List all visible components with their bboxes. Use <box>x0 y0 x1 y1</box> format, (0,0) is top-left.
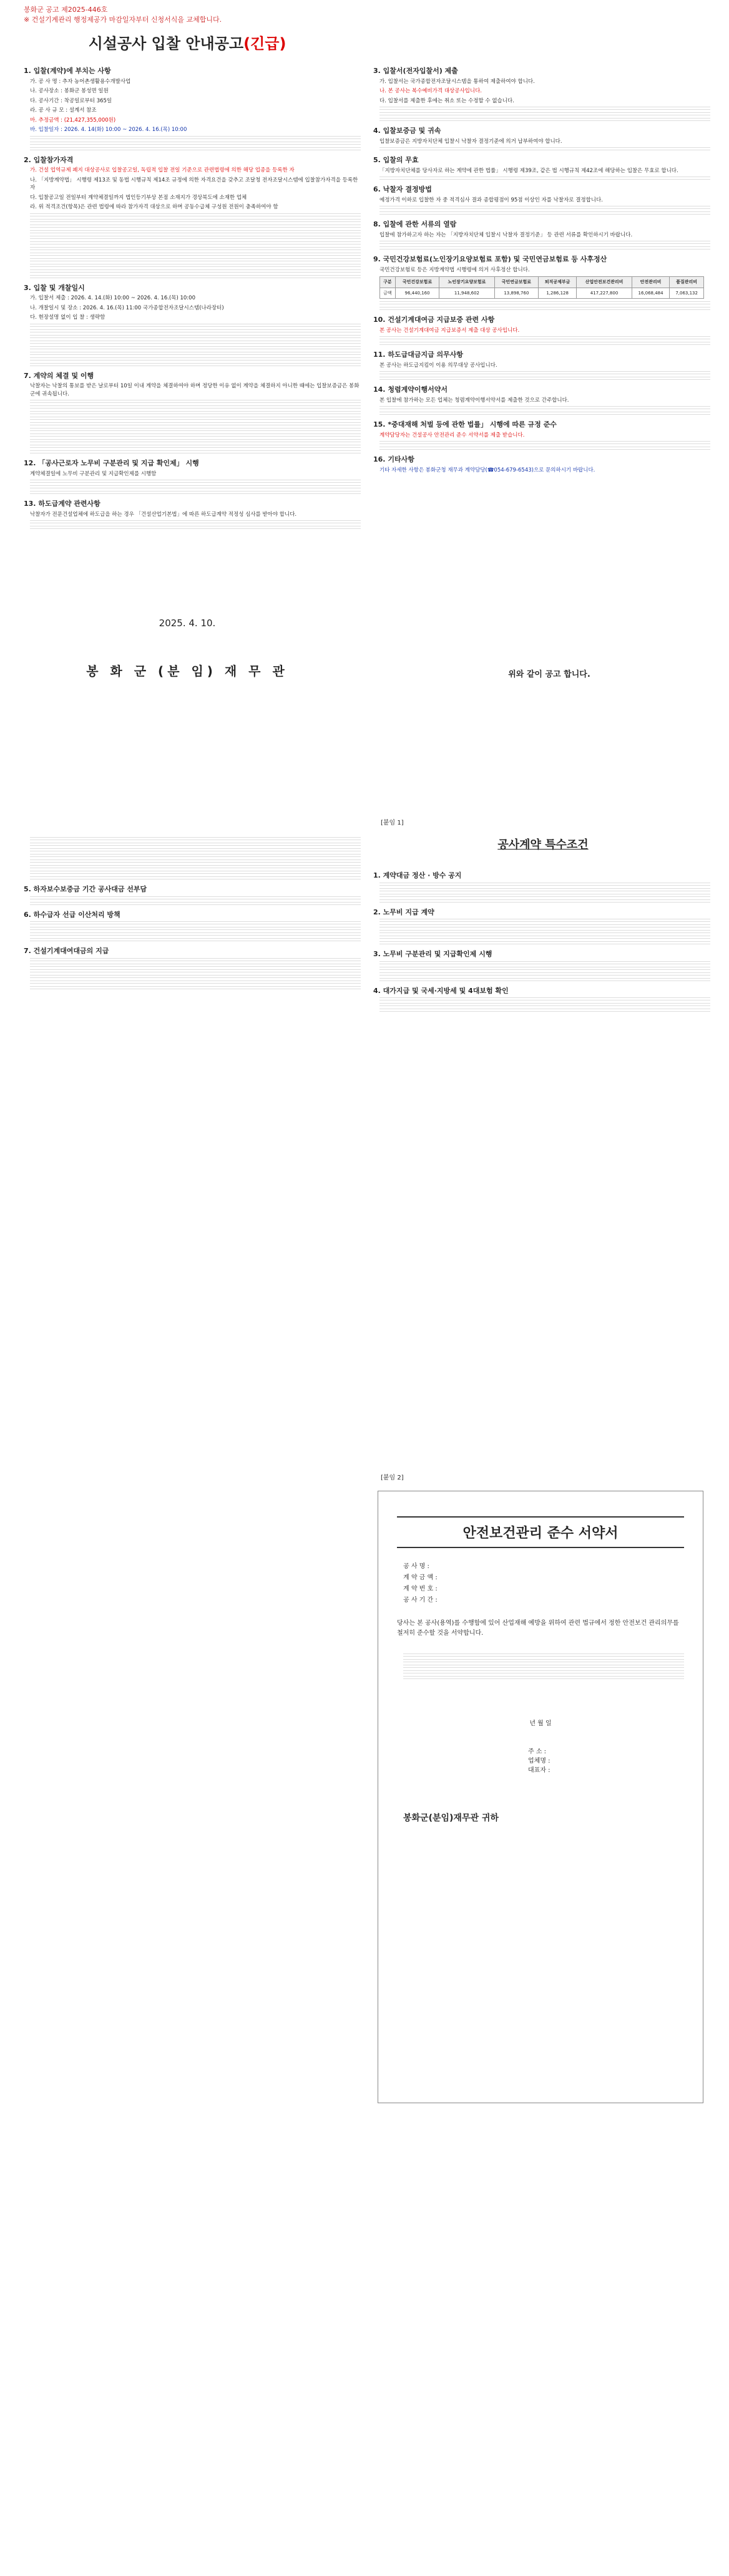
section-heading: 2. 입찰참가자격 <box>24 155 74 164</box>
recipient: 봉화군(분임)재무관 귀하 <box>403 1813 499 1823</box>
fee-table: 구분 국민건강보험료 노인장기요양보험료 국민연금보험료 퇴직공제부금 산업안전보건관리비 안전관리비 품질관리비 금액 96,440,160 11,948,602 13,898,760 1,286,128 417,227,800 16,068,484 7,063,132 <box>379 276 704 299</box>
section-heading: 9. 국민건강보험료(노인장기요양보험료 포함) 및 국민연금보험료 등 사후정산 <box>373 255 607 263</box>
page-title: 시설공사 입찰 안내공고(긴급) <box>88 35 286 52</box>
right-column: 3. 입찰서(전자입찰서) 제출 가. 입찰서는 국가종합전자조달시스템을 통하여 제출하여야 합니다. 나. 본 공사는 복수예비가격 대상공사입니다. 다. 입찰서를 제출한 후에는 취소 또는 수정할 수 없습니다. 4. 입찰보증금 및 귀속 입찰보증금은 지방자치단체 입찰시 낙찰자 결정기준에 의거 납부하여야 합니다. 5. 입찰의 무효 「지방자치단체를 당사자로 하는 계약에 관한 법률」 시행령 제39조, 같은 법 시행규칙 제42조에 해당하는 입찰은 무효로 합니다. 6. 낙찰자 결정방법 예정가격 이하로 입찰한 자 중 적격심사 결과 종합평점이 95점 이상인 자를 낙찰자로 결정합니다. 8. 입찰에 관한 서류의 열람 입찰에 참가하고자 하는 자는 「지방자치단체 입찰시 낙찰자 결정기준」 등 관련 서류를 확인하시기 바랍니다. 9. 국민건강보험료(노인장기요양보험료 포함) 및 국민연금보험료 등 사후정산 국민건강보험료 등은 지방계약법 시행령에 의거 사후정산 합니다. 구분 국민건강보험료 노인장기요양보험료 국민연금보험료 퇴직공제부금 산업안전보건관리비 안전관리비 품질관리비 금액 96,440,160 11,948,602 13,898,760 1,286,128 417,227,800 16,068,484 7,063,132 10. 건설기계대여금 지급보증 관련 사항 본 공사는 건설기계대여금 지급보증서 제출 대상 공사입니다. 11. 하도급대금지급 의무사항 본 공사는 하도급지킴이 이용 의무대상 공사입니다. 14. 청렴계약이행서약서 본 입찰에 참가하는 모든 업체는 청렴계약이행서약서를 제출한 것으로 간주합니다. 15. *중대재해 처벌 등에 관한 법률」 시행에 따른 규정 준수 계약담당자는 건설공사 안전관리 준수 서약서를 제출 받습니다. 16. 기타사항 기타 자세한 사항은 봉화군청 재무과 계약담당(☎054-679-6543)으로 문의하시기 바랍니다. <box>373 62 710 476</box>
section-heading: 13. 하도급계약 관련사항 <box>24 500 100 508</box>
safety-pledge-page <box>12 1466 717 2576</box>
section-heading: 12. 「공사근로자 노무비 구분관리 및 지급 확인제」 시행 <box>24 459 199 467</box>
attachment-tag: [붙임 1] <box>381 820 404 826</box>
pledge-text: 당사는 본 공사(용역)를 수행함에 있어 산업재해 예방을 위하여 관련 법규에서 정한 안전보건 관리의무를 철저히 준수할 것을 서약합니다. <box>397 1620 679 1637</box>
special-conditions-page <box>12 811 717 1460</box>
section-heading: 15. *중대재해 처벌 등에 관한 법률」 시행에 따른 규정 준수 <box>373 420 557 429</box>
pledge-box: 안전보건관리 준수 서약서 공 사 명 : 계 약 금 액 : 계 약 번 호 : 공 사 기 간 : 당사는 본 공사(용역)를 수행함에 있어 산업재해 예방을 위하여 관련 법규에서 정한 안전보건 관리의무를 철저히 준수할 것을 서약합니다. 년 월 일 주 소 : 업체명 : 대표자 : 봉화군(분임)재무관 귀하 <box>378 1491 703 2103</box>
closing-text: 위와 같이 공고 합니다. <box>508 670 590 679</box>
sign-date: 년 월 일 <box>529 1720 552 1727</box>
section-heading: 11. 하도급대금지급 의무사항 <box>373 351 464 359</box>
section-heading: 14. 청렴계약이행서약서 <box>373 385 448 394</box>
section-heading: 6. 낙찰자 결정방법 <box>373 185 432 193</box>
table-row: 금액 96,440,160 11,948,602 13,898,760 1,286,128 417,227,800 16,068,484 7,063,132 <box>380 288 704 299</box>
attachment-tag: [붙임 2] <box>381 1474 404 1481</box>
page2-body: 1. 계약대금 정산 · 방수 공지 2. 노무비 지급 계약 3. 노무비 구분관리 및 지급확인제 시행 4. 대가지급 및 국세·지방세 및 4대보험 확인 <box>373 867 710 1014</box>
page2-title: 공사계약 특수조건 <box>497 838 589 851</box>
section-heading: 3. 입찰 및 개찰일시 <box>24 283 85 292</box>
notice-page <box>12 0 717 805</box>
section-heading: 5. 입찰의 무효 <box>373 156 419 164</box>
section-heading: 3. 입찰서(전자입찰서) 제출 <box>373 67 458 75</box>
page2-left: 5. 하자보수보증금 기간 공사대금 선부담 6. 하수급자 선급 이산처리 방책 7. 건설기계대여대금의 지급 <box>24 836 361 992</box>
section-heading: 8. 입찰에 관한 서류의 열람 <box>373 220 457 228</box>
section-heading: 10. 건설기계대여금 지급보증 관련 사항 <box>373 316 495 324</box>
pledge-title: 안전보건관리 준수 서약서 <box>397 1516 684 1548</box>
notice-header: 봉화군 공고 제2025-446호 ※ 건설기계관리 행정제공가 마감일자부터 신청서식을 교체합니다. <box>24 6 222 24</box>
left-column: 1. 입찰(계약)에 부치는 사항 가. 공 사 명 : 추자 농어촌생활용수개발사업 나. 공사장소 : 봉화군 봉성면 일원 다. 공사기간 : 착공일로부터 365일 라. 공 사 규 모 : 설계서 참조 마. 추정금액 : (21,427,355,000원) 바. 입찰일자 : 2026. 4. 14(화) 10:00 ~ 2026. 4. 16.(목) 10:00 2. 입찰참가자격 가. 건설 업역규제 폐지 대상공사로 입찰공고일, 독립적 입찰 전일 기준으로 관련법령에 의한 해당 업종을 등록한 자 나. 「지방계약법」 시행령 제13조 및 동법 시행규칙 제14조 규정에 의한 자격요건을 갖추고 조달청 전자조달시스템에 입찰참가자격을 등록한 자 다. 입찰공고일 전일부터 계약체결일까지 법인등기부상 본점 소재지가 경상북도에 소재한 업체 라. 위 적격조건(항목)은 관련 법령에 따라 참가자격 대상으로 하며 공동수급체 구성원 전원이 충족하여야 함 3. 입찰 및 개찰일시 가. 입찰서 제출 : 2026. 4. 14.(화) 10:00 ~ 2026. 4. 16.(목) 10:00 나. 개찰일시 및 장소 : 2026. 4. 16.(목) 11:00 국가종합전자조달시스템(나라장터) 다. 현장설명 없이 입 찰 : 생략함 7. 계약의 체결 및 이행 낙찰자는 낙찰의 통보를 받은 날로부터 10일 이내 계약을 체결하여야 하며 정당한 이유 없이 계약을 체결하지 아니한 때에는 입찰보증금은 봉화군에 귀속됩니다. 12. 「공사근로자 노무비 구분관리 및 지급 확인제」 시행 계약체결일에 노무비 구분관리 및 지급확인제를 시행함 13. 하도급계약 관련사항 낙찰자가 전문건설업체에 하도급을 하는 경우 「건설산업기본법」에 따른 하도급계약 적정성 심사를 받아야 합니다. <box>24 62 361 531</box>
section-heading: 16. 기타사항 <box>373 455 414 463</box>
section-heading: 1. 입찰(계약)에 부치는 사항 <box>24 67 111 75</box>
section-heading: 7. 계약의 체결 및 이행 <box>24 371 94 380</box>
section-heading: 4. 입찰보증금 및 귀속 <box>373 127 441 135</box>
issuer-name: 봉 화 군 (분 임) 재 무 관 <box>86 664 288 679</box>
notice-date: 2025. 4. 10. <box>159 617 216 629</box>
